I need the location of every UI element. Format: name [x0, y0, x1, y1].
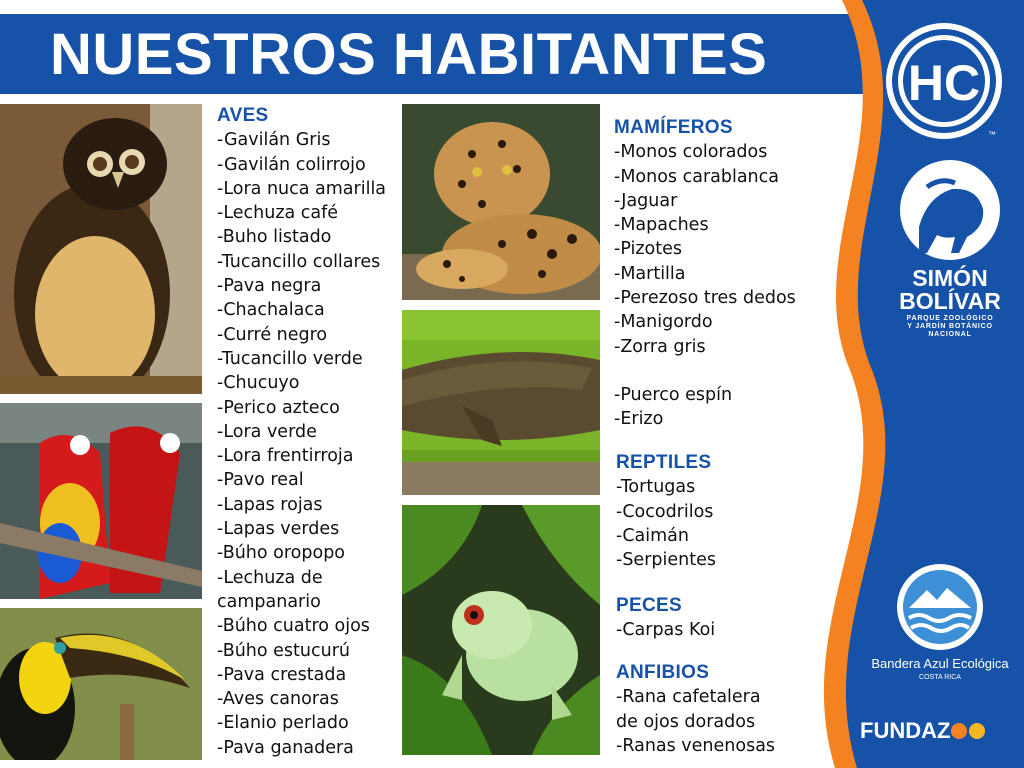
anfibios-list: [616, 661, 775, 758]
list-item: -Puerco espín: [614, 384, 733, 405]
simon-label: SIMÓN: [912, 265, 988, 291]
blue-flag-icon: [895, 562, 985, 652]
list-item: -Aves canoras: [217, 689, 339, 710]
fundazoo-o1-icon: [951, 723, 967, 739]
list-item: -Chachalaca: [217, 300, 325, 321]
bandera-label: Bandera Azul Ecológica: [871, 656, 1009, 671]
list-item: -Lapas rojas: [217, 494, 323, 515]
list-item: -Gavilán Gris: [217, 130, 331, 151]
list-item: -Manigordo: [614, 312, 713, 333]
jaguar-photo: [402, 104, 600, 300]
park-line-3: NACIONAL: [928, 331, 972, 338]
hc-badge-icon: [884, 18, 1004, 144]
aves-heading: AVES: [217, 105, 269, 126]
list-item: -Rana cafetalera: [616, 687, 761, 708]
mamiferos-heading: MAMÍFEROS: [614, 117, 733, 138]
list-item: -Cocodrilos: [616, 501, 714, 522]
fundazoo-o2-icon: [969, 723, 985, 739]
list-item: -Monos colorados: [614, 142, 768, 163]
list-item: -Jaguar: [614, 190, 678, 211]
list-item: -Lora frentirroja: [217, 446, 354, 467]
list-item: -Tucancillo collares: [217, 251, 381, 272]
list-item: -Mapaches: [614, 215, 709, 236]
list-item: -Pavo real: [217, 470, 304, 491]
macaw-photo: [0, 403, 202, 599]
list-item: -Martilla: [614, 263, 686, 284]
list-item: -Tortugas: [616, 477, 696, 498]
list-item: de ojos dorados: [616, 711, 756, 732]
frog-photo: [402, 505, 600, 755]
reptiles-list: [616, 451, 716, 572]
toucan-photo: [0, 608, 202, 760]
list-item: -Chucuyo: [217, 373, 300, 394]
list-item: -Lechuza café: [217, 203, 339, 224]
list-item: -Lapas verdes: [217, 519, 340, 540]
trademark-mark: ™: [988, 130, 996, 139]
list-item: -Lora verde: [217, 421, 317, 442]
page-title: NUESTROS HABITANTES: [50, 22, 768, 87]
list-item: -Búho oropopo: [217, 543, 346, 564]
owl-photo: [0, 104, 202, 394]
list-item: -Monos carablanca: [614, 166, 779, 187]
list-item: -Erizo: [614, 409, 664, 430]
mamiferos-list: [614, 116, 796, 432]
list-spacer: [614, 359, 796, 383]
peces-list: [616, 594, 715, 643]
list-item: -Pizotes: [614, 239, 682, 260]
reptiles-heading: REPTILES: [616, 452, 712, 473]
list-item: -Búho cuatro ojos: [217, 616, 370, 637]
list-item: -Pava crestada: [217, 664, 347, 685]
list-item: -Zorra gris: [614, 336, 706, 357]
peces-heading: PECES: [616, 595, 682, 616]
anfibios-heading: ANFIBIOS: [616, 662, 710, 683]
list-item: campanario: [217, 591, 321, 612]
list-item: -Carpas Koi: [616, 620, 716, 641]
list-item: -Gavilán colirrojo: [217, 154, 366, 175]
svg-text:HC: HC: [907, 55, 981, 111]
list-item: -Pava negra: [217, 276, 322, 297]
park-line-1: PARQUE ZOOLÓGICO: [906, 315, 994, 322]
list-item: -Ranas venenosas: [616, 735, 776, 756]
crocodile-photo: [402, 310, 600, 495]
list-item: -Lora nuca amarilla: [217, 178, 387, 199]
aves-list: [217, 104, 386, 760]
park-line-2: Y JARDÍN BOTÁNICO: [907, 323, 993, 330]
list-item: -Elanio perlado: [217, 713, 349, 734]
list-item: -Curré negro: [217, 324, 328, 345]
costa-rica-label: COSTA RICA: [919, 674, 961, 681]
list-item: -Buho listado: [217, 227, 332, 248]
bolivar-label: BOLÍVAR: [899, 288, 1001, 314]
fundazoo-text: FUNDAZ: [860, 718, 951, 743]
list-item: -Perico azteco: [217, 397, 340, 418]
fundazoo-logo: [860, 718, 1022, 744]
list-item: -Perezoso tres dedos: [614, 288, 796, 309]
list-item: -Pava ganadera: [217, 737, 354, 758]
list-item: -Tucancillo verde: [217, 348, 363, 369]
list-item: -Lechuza de: [217, 567, 323, 588]
list-item: -Búho estucurú: [217, 640, 350, 661]
monkey-logo-icon: [897, 157, 1003, 263]
list-item: -Serpientes: [616, 550, 716, 571]
list-item: -Caimán: [616, 525, 689, 546]
